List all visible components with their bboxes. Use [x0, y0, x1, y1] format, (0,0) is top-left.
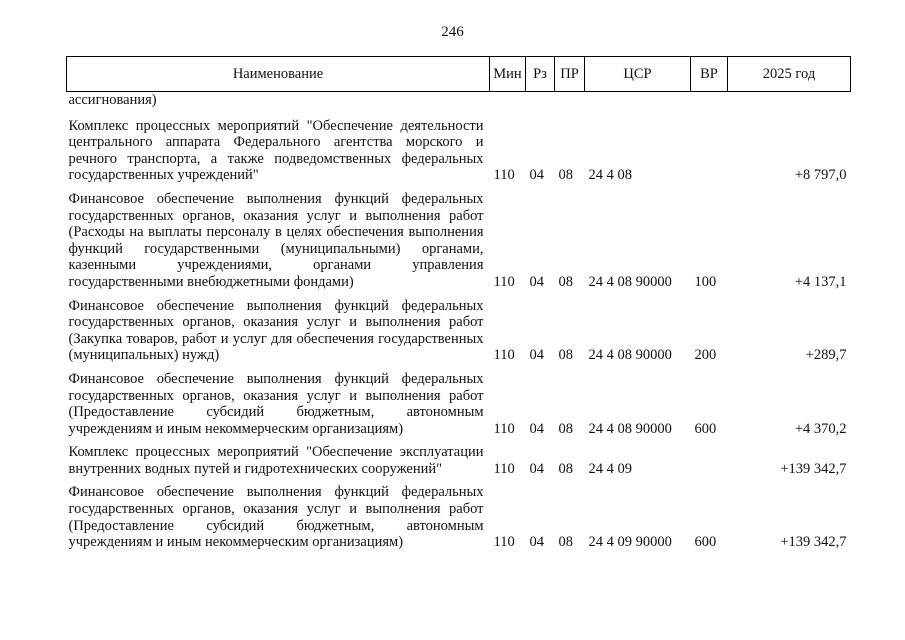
row-amount: +139 342,7 [780, 534, 847, 551]
row-rz: 04 [529, 167, 544, 184]
row-name: Финансовое обеспечение выполнения функций федеральных государственных органов, оказания услуг и выполнения работ (Предоставление субсидий бюджетным, автономным учреждениям и иным некоммерческим организациям) [68, 484, 484, 551]
row-min: 110 [493, 347, 515, 364]
header-pr: ПР [555, 57, 585, 92]
row-vr: 600 [694, 534, 717, 551]
row-pr: 08 [558, 167, 573, 184]
row-pr: 08 [558, 420, 573, 437]
row-csr: 24 4 08 90000 [588, 420, 672, 437]
row-rz: 04 [529, 420, 544, 437]
row-min: 110 [493, 167, 515, 184]
row-min: 110 [493, 460, 515, 477]
continuation-row [67, 92, 851, 111]
table-row [67, 111, 851, 184]
header-min: Мин [490, 57, 526, 92]
continuation-text: ассигнования) [68, 92, 157, 108]
row-csr: 24 4 09 90000 [588, 534, 672, 551]
table-row [67, 364, 851, 437]
header-rz: Рз [526, 57, 555, 92]
row-vr: 600 [694, 420, 717, 437]
header-vr: ВР [691, 57, 728, 92]
row-min: 110 [493, 273, 515, 290]
row-pr: 08 [558, 534, 573, 551]
header-name: Наименование [67, 57, 490, 92]
table-row [67, 184, 851, 291]
row-vr: 200 [694, 347, 717, 364]
row-amount: +289,7 [805, 347, 847, 364]
row-rz: 04 [529, 347, 544, 364]
row-csr: 24 4 08 [588, 167, 632, 184]
row-csr: 24 4 09 [588, 460, 632, 477]
row-name: Комплекс процессных мероприятий "Обеспечение деятельности центрального аппарата Федерального агентства морского и речного транспорта, а также подведомственных федеральных государственных учреждений" [68, 117, 484, 184]
row-vr [691, 111, 728, 184]
row-pr: 08 [558, 460, 573, 477]
row-name: Финансовое обеспечение выполнения функций федеральных государственных органов, оказания услуг и выполнения работ (Закупка товаров, работ и услуг для обеспечения государственных (муниципальных) нужд) [68, 297, 484, 364]
row-vr [691, 437, 728, 477]
table-row [67, 477, 851, 550]
row-csr: 24 4 08 90000 [588, 273, 672, 290]
row-amount: +139 342,7 [780, 460, 847, 477]
budget-table [66, 56, 851, 551]
row-min: 110 [493, 420, 515, 437]
page-number: 246 [441, 24, 464, 40]
table-header [67, 57, 851, 92]
row-name: Финансовое обеспечение выполнения функций федеральных государственных органов, оказания услуг и выполнения работ (Расходы на выплаты персоналу в целях обеспечения выполнения функций государственными (муниципальными) органами, казенными учреждениями, органами управления государственными внебюджетными фондами) [68, 190, 484, 290]
row-rz: 04 [529, 460, 544, 477]
row-pr: 08 [558, 273, 573, 290]
header-csr: ЦСР [585, 57, 691, 92]
row-pr: 08 [558, 347, 573, 364]
row-name: Комплекс процессных мероприятий "Обеспечение эксплуатации внутренних водных путей и гидротехнических сооружений" [68, 444, 484, 477]
table-row [67, 291, 851, 364]
header-amount: 2025 год [728, 57, 851, 92]
row-rz: 04 [529, 273, 544, 290]
row-rz: 04 [529, 534, 544, 551]
row-csr: 24 4 08 90000 [588, 347, 672, 364]
row-min: 110 [493, 534, 515, 551]
row-amount: +4 370,2 [794, 420, 847, 437]
row-vr: 100 [694, 273, 717, 290]
row-amount: +8 797,0 [794, 167, 847, 184]
table-row [67, 437, 851, 477]
row-name: Финансовое обеспечение выполнения функций федеральных государственных органов, оказания услуг и выполнения работ (Предоставление субсидий бюджетным, автономным учреждениям и иным некоммерческим организациям) [68, 370, 484, 437]
row-amount: +4 137,1 [794, 273, 847, 290]
